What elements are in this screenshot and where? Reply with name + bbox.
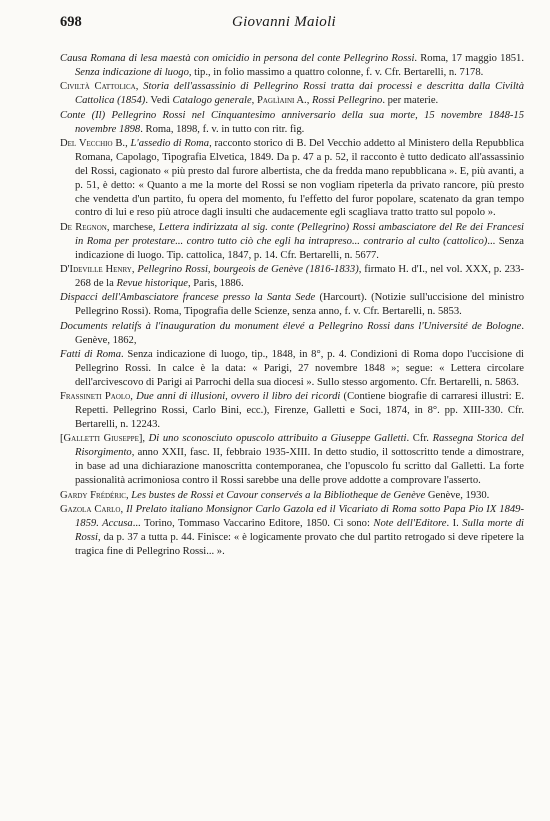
entry-text: . Cfr. [406,433,433,445]
entry-title-text: Dispacci dell'Ambasciatore francese presso la Santa Sede [60,292,316,304]
entry-title-text: Senza indicazione di luogo [75,66,189,78]
entry-author-text: Gazola Carlo [60,504,121,515]
entry-text: . Roma, 1898, f. v. in tutto con ritr. fig. [140,123,305,135]
page-header [60,14,508,32]
bibliography-entry [60,137,524,220]
entry-text: . Roma, 17 maggio 1851. [414,53,524,64]
entry-text: , [306,95,312,107]
bibliography-entry [60,320,524,348]
entry-author-text: Paglìaini A. [256,95,307,107]
entry-text: , [251,95,257,107]
bibliography-entry [60,503,524,559]
entry-text: , tip., in folio massimo a quattro colonne, f. v. Cfr. Bertarelli, n. 7178. [188,66,484,78]
entry-text: , [131,264,138,276]
entry-title-text: Lettera indirizzata al sig. conte (Pellegrino) Rossi ambasciatore del Re dei Francesi in Roma per protestare... contro tutto ciò che egli ha intrapreso... contrario al culto (cattolico) [75,221,525,247]
entry-title-text: Due anni di illusioni, ovvero il libro dei ricordi [136,391,341,403]
bibliography-entry [60,348,524,390]
entry-author-text: D'Ideville Henry [60,264,132,276]
entry-title-text: Sulla morte di Rossi [75,517,524,543]
bibliography-entry [60,221,524,263]
entry-text: (Harcourt). (Notizie sull'uccisione del ministro Pellegrino Rossi). Roma, Tipografia delle Scienze, senza anno, f. v. Cfr. Bertarelli, n. 5853. [75,292,524,318]
bibliography-entry [60,489,524,503]
entry-title-text: L'assedio di Roma [130,137,210,149]
entry-title-text: Note dell'Editore [373,517,447,529]
bibliography-entry [60,291,524,319]
entry-text: . Genève, 1862, [75,320,524,346]
entry-text: . I. [446,517,463,529]
bibliography-entry [60,109,524,137]
entry-text: ... Senza indicazione di luogo. Tip. cattolica, 1847, p. 14. Cfr. Bertarelli, n. 5677. [75,235,525,261]
entry-author-text: Civiltà Cattolica [60,81,136,93]
entry-author-text: Galletti Giuseppe [63,433,139,445]
entry-text: Genève, 1930. [425,489,490,501]
entry-text: , firmato H. d'I., nel vol. XXX, p. 233-268 de la [75,264,524,289]
entry-author-text: Frassineti Paolo [60,391,131,403]
bibliography-entry [60,432,524,488]
entry-title-text: Les bustes de Rossi et Cavour conservés a la Bibliotheque de Genève [131,489,426,501]
bibliography-entry [60,80,524,108]
entry-title-text: Il Prelato italiano Monsignor Carlo Gazola ed il Vicariato di Roma sotto Papa Pio IX 1849-1859. Accusa [75,504,525,529]
entry-author-text: Del Vecchio B. [60,137,126,149]
entry-title-text: Causa Romana di lesa maestà con omicidio in persona del conte Pellegrino Rossi [60,53,415,64]
bibliography-entry [60,390,524,432]
entry-text: . per materie. [382,95,439,107]
page-number: 698 [60,14,82,30]
entry-text: . Vedi [145,95,173,107]
entry-title-text: Documents relatifs à l'inauguration du monument élevé a Pellegrino Rossi dans l'Université de Bologne [60,320,522,332]
running-title: Giovanni Maioli [231,14,337,30]
entry-title-text: Revue historique [116,278,188,289]
entry-title-text: Storia dell'assassinio di Pellegrino Rossi tratta dai processi e descritta dalla Civiltà Cattolica (1854) [75,81,524,107]
entry-text: , [120,504,127,515]
entry-text: , [125,137,131,149]
entry-text: ... Torino, Tommaso Vaccarino Editore, 1850. Ci sono: [132,517,374,529]
entry-title-text: Fatti di Roma [60,349,122,361]
entry-text: [ [60,433,64,445]
entry-text: , Paris, 1886. [187,278,244,289]
bibliography-entry [60,52,524,80]
entry-text: , anno XXII, fasc. II, febbraio 1935-XIII. In detto studio, il sottoscritto tende a dimostrare, in base ad una dichiarazione manoscritta contemporanea, che l'opuscolo fu scritto dal Galletti. La forte passionalità acrimoniosa contro il Rossi sarebbe una delle prove addotte a comprovare l'asserto. [75,447,524,487]
entry-text: , [125,489,132,501]
entry-text: , marchese, [106,221,159,233]
entry-title-text: Conte (Il) Pellegrino Rossi nel Cinquantesimo anniversario della sua morte, 15 novembre 1848-15 novembre 1898 [60,109,524,135]
entry-text: ], [138,433,149,445]
entry-text: . Senza indicazione di luogo, tip., 1848, in 8°, p. 4. Condizioni di Roma dopo l'uccisione di Pellegrino Rossi. In calce è la data: « Parigi, 27 novembre 1848 »; segue: « Lettera circolare dell'arcivescovo di Parigi ai Parrochi della sua diocesi ». Sullo stesso argomento. Cfr. Bertarelli, n. 5863. [75,349,524,388]
bibliography-entry [60,263,524,291]
entry-author-text: De Regnon [60,221,107,233]
entry-text: (Contiene biografie di carraresi illustri: E. Repetti. Pellegrino Rossi, Carlo Bini, ecc.), Firenze, Galletti e Soci, 1874, in 8°. pp. XIII-330. Cfr. Bertarelli, n. 12243. [75,391,525,431]
entry-text: , [135,81,144,93]
entry-author-text: Gardy Frédéric [60,489,126,501]
entry-text: , [130,391,137,403]
entry-title-text: Rossi Pellegrino [312,95,383,107]
entry-title-text: Catalogo generale [172,95,252,107]
entry-title-text: Di uno sconosciuto opuscolo attribuito a Giuseppe Galletti [148,433,407,445]
bibliography-list [60,52,524,559]
entry-text: , da p. 37 a tutta p. 44. Finisce: « è logicamente provato che dul partito retrogado si deve ripetere la tragica fine di Pellegrino Rossi... ». [75,531,524,557]
entry-title-text: Rassegna Storica del Risorgimento [75,433,524,459]
entry-title-text: Pellegrino Rossi, bourgeois de Genève (1816-1833) [137,264,359,276]
entry-text: , racconto storico di B. Del Vecchio addetto al Ministero della Repubblica Romana, Capolago, Tipografia Elvetica, 1849. Da p. 47 a p. 52, il racconto è tutto dedicato all'assassinio del Rossi, cagionato « più presto dal furore albertista, che da fredda mano repubblicana ». E, più avanti, a p. 51, è detto: « Quanto a me la morte del Rossi se non vogliam ripeterla da privato rancore, più presto che vendetta d'un partito, fu opera del momento, fu l'effetto del furor popolare, scatenato da gran tempo contro di lui e reso più atroce dagli insulti che audacemente egli scagliava tratto tratto sul popolo ». [75,137,524,219]
